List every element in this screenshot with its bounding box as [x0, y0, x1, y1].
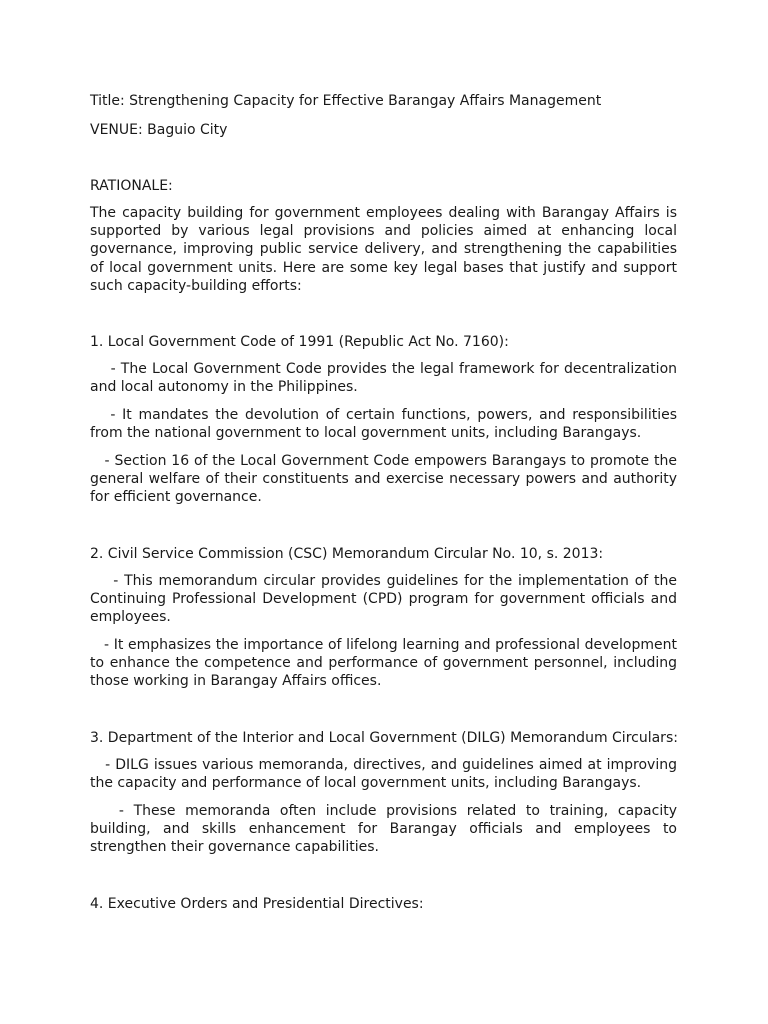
section-2-heading: 2. Civil Service Commission (CSC) Memorandum Circular No. 10, s. 2013:	[90, 546, 604, 562]
document-title: Title: Strengthening Capacity for Effective Barangay Affairs Management	[90, 93, 602, 109]
section-2-point-2: - It emphasizes the importance of lifelong learning and professional development to enhance the competence and performance of government personnel, including those working in Barangay Affairs offices.	[90, 637, 682, 690]
section-3-point-2: - These memoranda often include provisions related to training, capacity building, and skills enhancement for Barangay officials and employees to strengthen their governance capabilities.	[90, 803, 682, 856]
section-1-point-1: - The Local Government Code provides the legal framework for decentralization and local autonomy in the Philippines.	[90, 361, 682, 396]
section-3-point-1: - DILG issues various memoranda, directives, and guidelines aimed at improving the capacity and performance of local government units, including Barangays.	[90, 757, 682, 792]
section-2-point-1: - This memorandum circular provides guidelines for the implementation of the Continuing Professional Development (CPD) program for government officials and employees.	[90, 573, 682, 626]
intro-paragraph: The capacity building for government employees dealing with Barangay Affairs is supported by various legal provisions and policies aimed at enhancing local governance, improving public service delivery, and strengthening the capabilities of local government units. Here are some key legal bases that justify and support such capacity-building efforts:	[90, 205, 677, 294]
venue-line: VENUE: Baguio City	[90, 122, 228, 138]
section-1-point-2: - It mandates the devolution of certain functions, powers, and responsibilities from the national government to local government units, including Barangays.	[90, 407, 682, 442]
section-4-heading: 4. Executive Orders and Presidential Directives:	[90, 896, 424, 912]
section-3-heading: 3. Department of the Interior and Local Government (DILG) Memorandum Circulars:	[90, 730, 678, 746]
section-1-heading: 1. Local Government Code of 1991 (Republic Act No. 7160):	[90, 334, 509, 350]
section-1-point-3: - Section 16 of the Local Government Code empowers Barangays to promote the general welfare of their constituents and exercise necessary powers and authority for efficient governance.	[90, 453, 682, 506]
rationale-heading: RATIONALE:	[90, 178, 173, 194]
